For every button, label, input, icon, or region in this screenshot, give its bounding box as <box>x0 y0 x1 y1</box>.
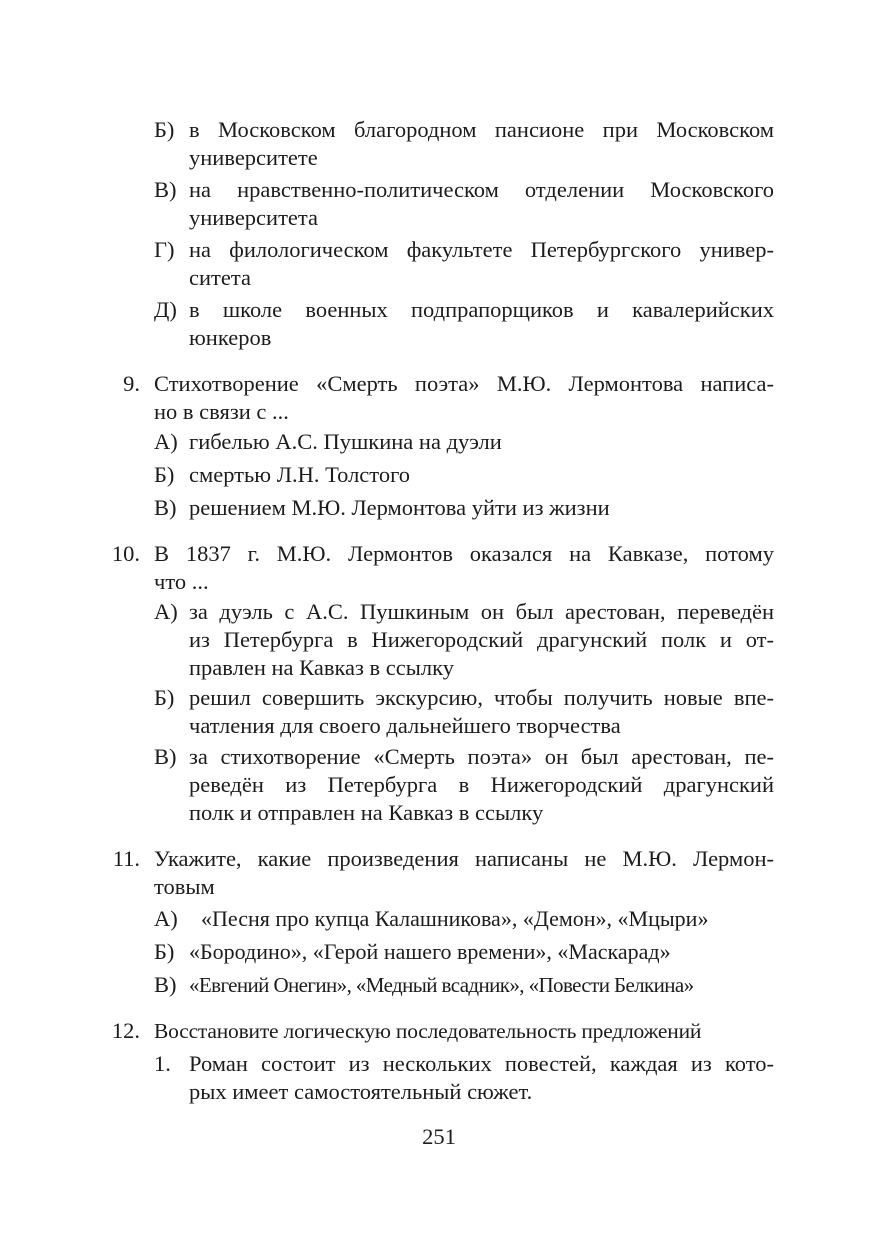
option-text-line: на филологическом факультете Петербургского универ- <box>189 237 774 262</box>
question-text-line: товым <box>154 874 215 899</box>
option-letter: В) <box>154 972 177 997</box>
item-text-line: рых имеет самостоятельный сюжет. <box>189 1079 533 1104</box>
option-text-line: университета <box>189 205 319 230</box>
option-letter: Г) <box>154 237 175 262</box>
question-text-line: Стихотворение «Смерть поэта» М.Ю. Лермонтова написа- <box>154 371 774 396</box>
option-text-line: «Песня про купца Калашникова», «Демон», «Мцыри» <box>201 906 709 931</box>
option-letter: В) <box>154 177 177 202</box>
option-text-line: «Бородино», «Герой нашего времени», «Маскарад» <box>189 939 671 964</box>
question-text-line: что ... <box>154 569 209 594</box>
option-text-line: полк и отправлен на Кавказ в ссылку <box>189 800 544 825</box>
option-letter: Б) <box>154 462 175 487</box>
page-number: 251 <box>422 1124 456 1149</box>
option-letter: Б) <box>154 685 175 710</box>
option-text-line: юнкеров <box>189 325 272 350</box>
question-number: 9. <box>123 371 140 396</box>
option-letter: Б) <box>154 117 175 142</box>
option-letter: А) <box>154 599 178 624</box>
option-text-line: решил совершить экскурсию, чтобы получить новые впе- <box>189 685 774 710</box>
option-text-line: в школе военных подпрапорщиков и кавалерийских <box>189 297 774 322</box>
option-text-line: правлен на Кавказ в ссылку <box>189 655 454 680</box>
question-number: 10. <box>111 541 140 566</box>
question-text-line: Укажите, какие произведения написаны не М.Ю. Лермон- <box>154 846 774 871</box>
option-text-line: за дуэль с А.С. Пушкиным он был арестован, переведён <box>189 599 774 624</box>
question-text-line: Восстановите логическую последовательность предложений <box>154 1019 702 1043</box>
option-letter: В) <box>154 744 177 769</box>
question-text-line: но в связи с ... <box>154 399 289 424</box>
item-text-line: Роман состоит из нескольких повестей, каждая из кото- <box>189 1051 774 1076</box>
question-number: 11. <box>112 846 140 871</box>
option-letter: А) <box>154 906 178 931</box>
option-text-line: смертью Л.Н. Толстого <box>189 462 411 487</box>
option-letter: В) <box>154 495 177 520</box>
question-text-line: В 1837 г. М.Ю. Лермонтов оказался на Кавказе, потому <box>154 541 774 566</box>
option-text-line: на нравственно-политическом отделении Московского <box>189 177 774 202</box>
option-text-line: университете <box>189 145 318 170</box>
question-number: 12. <box>111 1018 140 1043</box>
item-number: 1. <box>154 1051 171 1076</box>
option-text-line: ситета <box>189 265 251 290</box>
option-letter: А) <box>154 429 178 454</box>
option-text-line: реведён из Петербурга в Нижегородский драгунский <box>189 772 774 797</box>
option-text-line: чатления для своего дальнейшего творчества <box>189 713 621 738</box>
option-text-line: за стихотворение «Смерть поэта» он был арестован, пе- <box>189 744 774 769</box>
option-letter: Д) <box>154 297 177 322</box>
option-text-line: гибелью А.С. Пушкина на дуэли <box>189 429 502 454</box>
option-text-line: решением М.Ю. Лермонтова уйти из жизни <box>189 495 610 520</box>
option-text-line: из Петербурга в Нижегородский драгунский полк и от- <box>189 627 774 652</box>
option-letter: Б) <box>154 939 175 964</box>
option-text-line: «Евгений Онегин», «Медный всадник», «Повести Белкина» <box>189 973 694 997</box>
option-text-line: в Московском благородном пансионе при Московском <box>189 117 774 142</box>
